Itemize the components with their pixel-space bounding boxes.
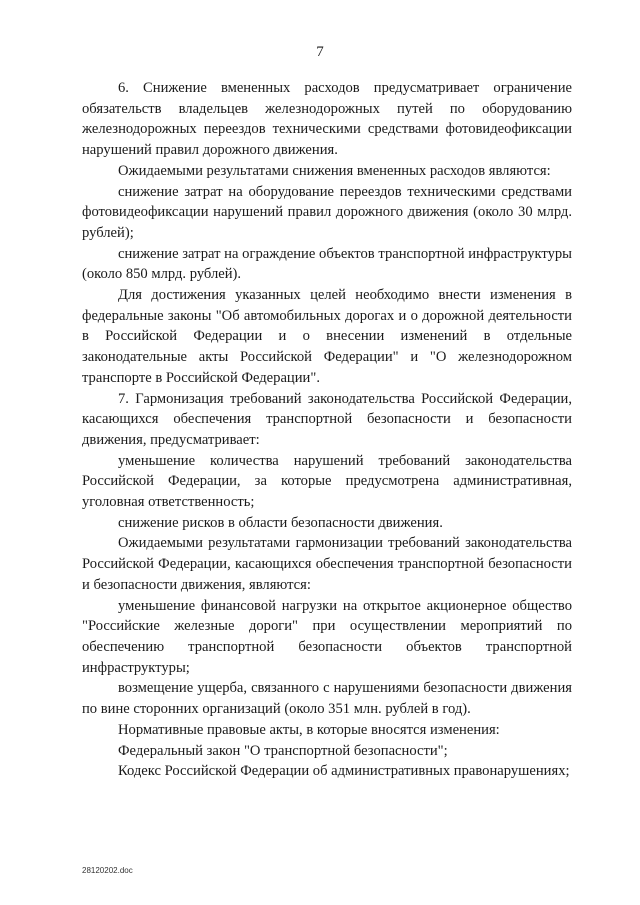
document-body <box>82 78 572 782</box>
footer-file-name: 28120202.doc <box>82 866 133 875</box>
paragraph: Кодекс Российской Федерации об административных правонарушениях; <box>118 763 570 780</box>
paragraph: Федеральный закон "О транспортной безопасности"; <box>118 742 448 759</box>
paragraph: снижение затрат на оборудование переездов техническими средствами фотовидеофиксации нарушений правил дорожного движения (около 30 млрд. рублей); <box>82 183 572 241</box>
paragraph: 6. Снижение вмененных расходов предусматривает ограничение обязательств владельцев железнодорожных путей по оборудованию железнодорожных переездов техническими средствами фотовидеофиксации нарушений правил дорожного движения. <box>82 80 572 159</box>
paragraph: уменьшение количества нарушений требований законодательства Российской Федерации, за которые предусмотрена административная, уголовная ответственность; <box>82 452 572 511</box>
paragraph: снижение затрат на ограждение объектов транспортной инфраструктуры (около 850 млрд. рублей). <box>82 245 572 283</box>
page-number: 7 <box>316 44 324 60</box>
paragraph: возмещение ущерба, связанного с нарушениями безопасности движения по вине сторонних организаций (около 351 млн. рублей в год). <box>82 680 572 718</box>
paragraph: Ожидаемыми результатами гармонизации требований законодательства Российской Федерации, касающихся обеспечения транспортной безопасности и безопасности движения, являются: <box>82 535 572 593</box>
paragraph: Ожидаемыми результатами снижения вмененных расходов являются: <box>118 162 551 179</box>
paragraph: 7. Гармонизация требований законодательства Российской Федерации, касающихся обеспечения транспортной безопасности и безопасности движения, предусматривает: <box>82 390 572 448</box>
paragraph: Для достижения указанных целей необходимо внести изменения в федеральные законы "Об автомобильных дорогах и о дорожной деятельности в Российской Федерации и о внесении изменений в отдельные законодательные акты Российской Федерации" и "О железнодорожном транспорте в Российской Федерации". <box>82 287 572 386</box>
paragraph: Нормативные правовые акты, в которые вносятся изменения: <box>118 721 500 738</box>
paragraph: снижение рисков в области безопасности движения. <box>118 514 443 531</box>
paragraph: уменьшение финансовой нагрузки на открытое акционерное общество "Российские железные дороги" при осуществлении мероприятий по обеспечению транспортной безопасности объектов транспортной инфраструктуры; <box>82 597 572 676</box>
